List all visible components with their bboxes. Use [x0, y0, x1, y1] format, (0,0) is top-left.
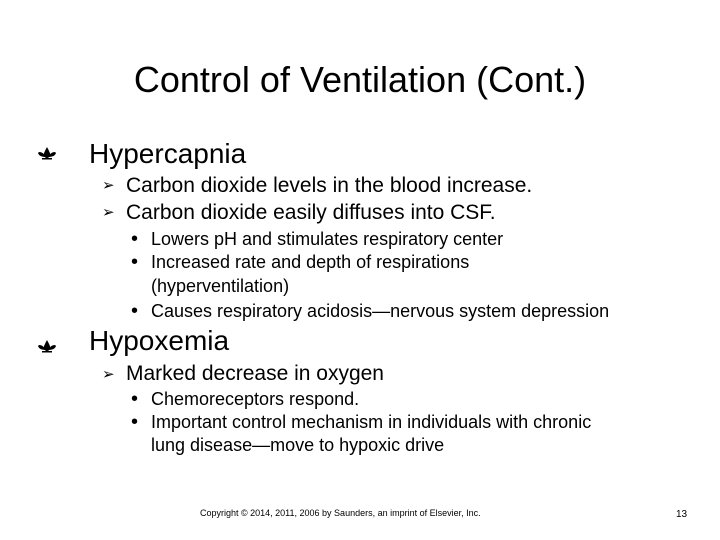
fleur-icon: [36, 338, 58, 354]
point-co2-diffuses: Carbon dioxide easily diffuses into CSF.: [126, 201, 496, 224]
subpoint-hypoxic-drive: lung disease—move to hypoxic drive: [151, 435, 445, 455]
subpoint-increased-rate: Increased rate and depth of respirations: [151, 252, 470, 272]
subpoint-chemoreceptors: Chemoreceptors respond.: [151, 389, 360, 409]
bullet-icon: •: [131, 228, 139, 250]
point-marked-decrease: Marked decrease in oxygen: [126, 362, 384, 385]
copyright-footer: Copyright © 2014, 2011, 2006 by Saunders, an imprint of Elsevier, Inc.: [200, 508, 481, 518]
subpoint-control-mechanism: Important control mechanism in individuals with chronic: [151, 412, 592, 432]
subpoint-respiratory-acidosis: Causes respiratory acidosis—nervous system depression: [151, 301, 610, 321]
arrowhead-icon: ➢: [102, 366, 115, 383]
page-number: 13: [676, 509, 688, 520]
bullet-icon: •: [131, 388, 139, 410]
fleur-icon: [36, 145, 58, 161]
bullet-icon: •: [131, 251, 139, 273]
bullet-icon: •: [131, 300, 139, 322]
section-heading-hypoxemia: Hypoxemia: [89, 325, 230, 356]
subpoint-lowers-ph: Lowers pH and stimulates respiratory center: [151, 229, 504, 249]
slide-title: Control of Ventilation (Cont.): [133, 59, 587, 100]
subpoint-hyperventilation: (hyperventilation): [151, 276, 290, 296]
point-co2-levels: Carbon dioxide levels in the blood increase.: [126, 174, 533, 197]
section-heading-hypercapnia: Hypercapnia: [89, 138, 247, 169]
bullet-icon: •: [131, 411, 139, 433]
arrowhead-icon: ➢: [102, 204, 115, 221]
arrowhead-icon: ➢: [102, 177, 115, 194]
